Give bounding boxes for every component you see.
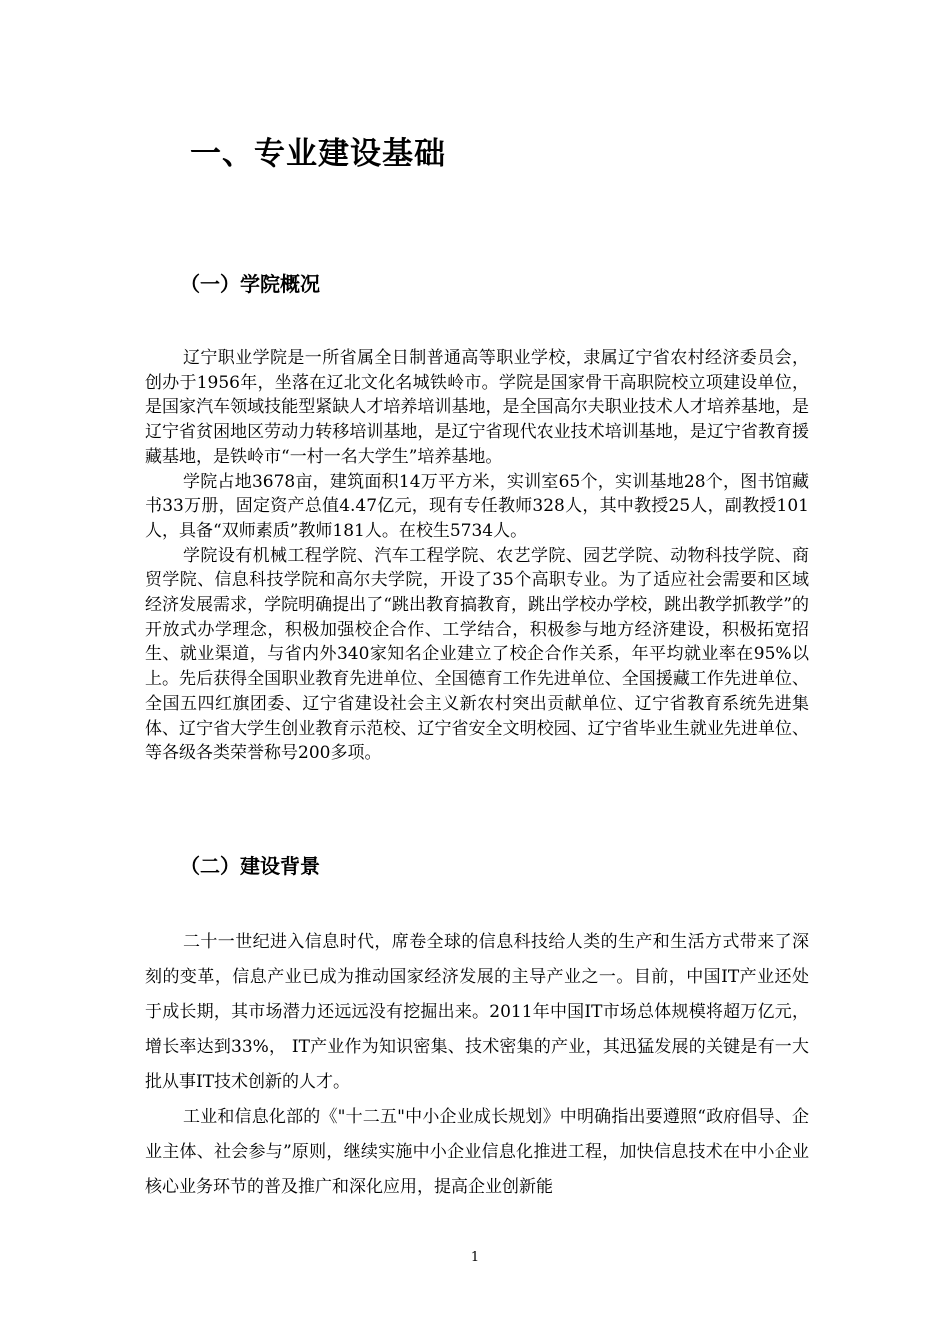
paragraph: 二十一世纪进入信息时代，席卷全球的信息科技给人类的生产和生活方式带来了深刻的变革，信息产业已成为推动国家经济发展的主导产业之一。目前，中国IT产业还处于成长期，其市场潜力还远远没有挖掘出来。2011年中国IT市场总体规模将超万亿元，增长率达到33%， IT产业作为知识密集、技术密集的产业，其迅猛发展的关键是有一大批从事IT技术创新的人才。 (145, 932, 809, 1092)
section-title-college-overview: （一）学院概况 (180, 272, 320, 296)
paragraph: 学院设有机械工程学院、汽车工程学院、农艺学院、园艺学院、动物科技学院、商贸学院、信息科技学院和高尔夫学院，开设了35个高职专业。为了适应社会需要和区域经济发展需求，学院明确提出了“跳出教育搞教育，跳出学校办学校，跳出教学抓教学”的开放式办学理念，积极加强校企合作、工学结合，积极参与地方经济建设，积极拓宽招生、就业渠道，与省内外340家知名企业建立了校企合作关系，年平均就业率在95%以上。先后获得全国职业教育先进单位、全国德育工作先进单位、全国援藏工作先进单位、全国五四红旗团委、辽宁省建设社会主义新农村突出贡献单位、辽宁省教育系统先进集体、辽宁省大学生创业教育示范校、辽宁省安全文明校园、辽宁省毕业生就业先进单位、等各级各类荣誉称号200多项。 (145, 545, 809, 764)
page-number: 1 (470, 1250, 480, 1265)
paragraph: 学院占地3678亩，建筑面积14万平方米，实训室65个，实训基地28个，图书馆藏书33万册，固定资产总值4.47亿元，现有专任教师328人，其中教授25人，副教授101人，具备“双师素质”教师181人。在校生5734人。 (145, 471, 809, 541)
section-body-college-overview (145, 346, 809, 766)
chapter-heading: 一、专业建设基础 (190, 136, 446, 172)
paragraph: 辽宁职业学院是一所省属全日制普通高等职业学校，隶属辽宁省农村经济委员会，创办于1956年，坐落在辽北文化名城铁岭市。学院是国家骨干高职院校立项建设单位，是国家汽车领域技能型紧缺人才培养培训基地，是全国高尔夫职业技术人才培养基地，是辽宁省贫困地区劳动力转移培训基地，是辽宁省现代农业技术培训基地，是辽宁省教育援藏基地，是铁岭市“一村一名大学生”培养基地。 (145, 348, 809, 467)
section-title-background: （二）建设背景 (180, 854, 320, 878)
paragraph: 工业和信息化部的《"十二五"中小企业成长规划》中明确指出要遵照“政府倡导、企业主体、社会参与”原则，继续实施中小企业信息化推进工程，加快信息技术在中小企业核心业务环节的普及推广和深化应用，提高企业创新能 (145, 1107, 809, 1197)
section-body-background (145, 925, 809, 1205)
